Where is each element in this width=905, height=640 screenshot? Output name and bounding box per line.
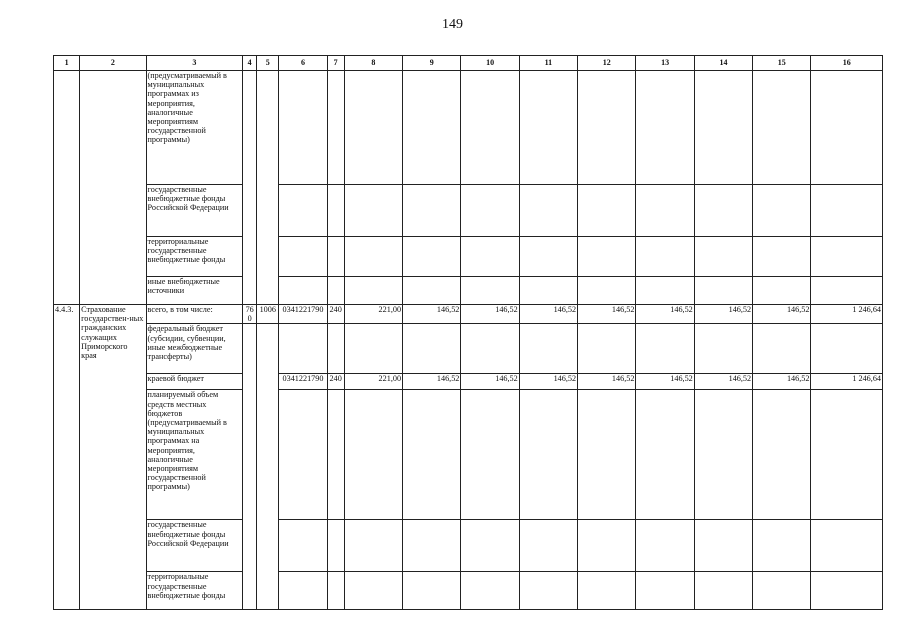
cell-empty [694, 390, 752, 520]
cell-empty [344, 185, 402, 237]
budget-table [53, 55, 883, 610]
cell-empty [461, 572, 519, 610]
cell-empty [578, 185, 636, 237]
cell-empty [519, 71, 577, 185]
cell-empty [344, 324, 402, 374]
cell-empty [636, 324, 694, 374]
cell-empty [636, 71, 694, 185]
row-label: (предусматриваемый в муниципальных программах из мероприятия, аналогичные мероприятиям государственной программы) [146, 71, 243, 185]
cell-empty [811, 277, 883, 305]
cell-empty [811, 237, 883, 277]
cell-empty [519, 277, 577, 305]
cell-empty [279, 185, 327, 237]
cell-empty [578, 71, 636, 185]
cell-value: 221,00 [344, 374, 402, 390]
row-label: федеральный бюджет (субсидии, субвенции, иные межбюджетные трансферты) [146, 324, 243, 374]
row-label: краевой бюджет [146, 374, 243, 390]
cell-empty [403, 71, 461, 185]
cell-empty [461, 390, 519, 520]
cell-empty [753, 185, 811, 237]
item-number: 4.4.3. [54, 305, 80, 610]
col-header: 15 [753, 56, 811, 71]
cell-empty [811, 324, 883, 374]
cell-empty [578, 520, 636, 572]
row-label: государственные внебюджетные фонды Российской Федерации [146, 185, 243, 237]
cell-empty [694, 185, 752, 237]
cell-empty [403, 520, 461, 572]
cell-empty [403, 572, 461, 610]
table-row [54, 185, 883, 237]
cell-empty [257, 71, 279, 305]
cell-empty [279, 324, 327, 374]
cell-value: 146,52 [403, 374, 461, 390]
cell-value: 146,52 [636, 374, 694, 390]
cell-empty [753, 390, 811, 520]
cell-empty [636, 390, 694, 520]
col-header: 4 [243, 56, 257, 71]
col-header: 3 [146, 56, 243, 71]
col-header: 2 [80, 56, 146, 71]
cell-empty [461, 277, 519, 305]
cell-empty [811, 390, 883, 520]
table-row [54, 374, 883, 390]
cell-empty [344, 390, 402, 520]
cell-empty [327, 390, 344, 520]
cell-empty [694, 324, 752, 374]
cell-empty [636, 520, 694, 572]
cell-empty [753, 324, 811, 374]
cell-empty [519, 390, 577, 520]
cell-empty [243, 71, 257, 305]
col-header: 14 [694, 56, 752, 71]
cell-empty [636, 277, 694, 305]
cell-value: 146,52 [694, 305, 752, 324]
cell-empty [636, 185, 694, 237]
col-header: 8 [344, 56, 402, 71]
cell-empty [461, 520, 519, 572]
table-row [54, 390, 883, 520]
cell-empty [403, 277, 461, 305]
cell-code: 1006 [257, 305, 279, 324]
cell-empty [578, 572, 636, 610]
col-header: 11 [519, 56, 577, 71]
cell-empty [694, 572, 752, 610]
cell-value: 146,52 [578, 305, 636, 324]
cell-empty [694, 237, 752, 277]
cell-empty [279, 71, 327, 185]
cell-empty [257, 324, 279, 610]
cell-value: 146,52 [461, 374, 519, 390]
cell-empty [519, 185, 577, 237]
cell-empty [279, 390, 327, 520]
cell-empty [344, 572, 402, 610]
cell-empty [519, 572, 577, 610]
col-header: 6 [279, 56, 327, 71]
cell-empty [578, 390, 636, 520]
cell-empty [461, 324, 519, 374]
cell-code: 0341221790 [279, 305, 327, 324]
col-header: 12 [578, 56, 636, 71]
cell-value: 146,52 [753, 305, 811, 324]
col-header: 16 [811, 56, 883, 71]
cell-value: 146,52 [753, 374, 811, 390]
cell-empty [344, 71, 402, 185]
cell-empty [279, 237, 327, 277]
cell-value: 146,52 [519, 374, 577, 390]
cell-empty [80, 71, 146, 305]
col-header: 10 [461, 56, 519, 71]
cell-empty [327, 185, 344, 237]
col-header: 13 [636, 56, 694, 71]
cell-empty [327, 520, 344, 572]
table-row [54, 520, 883, 572]
table-row [54, 277, 883, 305]
row-label: иные внебюджетные источники [146, 277, 243, 305]
cell-empty [243, 324, 257, 610]
cell-value: 146,52 [461, 305, 519, 324]
cell-value: 1 246,64 [811, 374, 883, 390]
cell-empty [694, 277, 752, 305]
col-header: 7 [327, 56, 344, 71]
cell-empty [753, 237, 811, 277]
cell-empty [403, 237, 461, 277]
cell-empty [811, 520, 883, 572]
cell-empty [403, 390, 461, 520]
row-label: территориальные государственные внебюджетные фонды [146, 572, 243, 610]
cell-value: 146,52 [578, 374, 636, 390]
row-label: территориальные государственные внебюджетные фонды [146, 237, 243, 277]
row-label: всего, в том числе: [146, 305, 243, 324]
cell-empty [279, 277, 327, 305]
cell-code: 760 [243, 305, 257, 324]
cell-empty [344, 277, 402, 305]
cell-empty [403, 324, 461, 374]
cell-value: 146,52 [519, 305, 577, 324]
cell-empty [519, 237, 577, 277]
row-label: государственные внебюджетные фонды Российской Федерации [146, 520, 243, 572]
cell-empty [578, 237, 636, 277]
cell-code: 0341221790 [279, 374, 327, 390]
cell-empty [753, 71, 811, 185]
cell-empty [54, 71, 80, 305]
cell-empty [753, 277, 811, 305]
cell-value: 146,52 [636, 305, 694, 324]
col-header: 5 [257, 56, 279, 71]
cell-empty [327, 237, 344, 277]
page-number: 149 [442, 17, 463, 32]
header-row [54, 56, 883, 71]
item-name: Страхование государствен-ных гражданских служащих Приморского края [80, 305, 146, 610]
col-header: 1 [54, 56, 80, 71]
cell-empty [753, 572, 811, 610]
cell-code: 240 [327, 305, 344, 324]
table-row [54, 71, 883, 185]
row-label: планируемый объем средств местных бюджетов (предусматриваемый в муниципальных программах на мероприятия, аналогичные мероприятиям государственной программы) [146, 390, 243, 520]
col-header: 9 [403, 56, 461, 71]
cell-code: 240 [327, 374, 344, 390]
cell-empty [811, 71, 883, 185]
cell-empty [327, 324, 344, 374]
cell-empty [327, 71, 344, 185]
cell-empty [636, 237, 694, 277]
cell-empty [403, 185, 461, 237]
cell-empty [461, 185, 519, 237]
cell-empty [694, 520, 752, 572]
cell-value: 1 246,64 [811, 305, 883, 324]
cell-empty [694, 71, 752, 185]
table-row [54, 237, 883, 277]
cell-value: 146,52 [403, 305, 461, 324]
cell-empty [344, 237, 402, 277]
cell-empty [519, 324, 577, 374]
cell-value: 146,52 [694, 374, 752, 390]
table-row [54, 572, 883, 610]
cell-empty [578, 324, 636, 374]
table-row [54, 305, 883, 324]
cell-empty [461, 71, 519, 185]
cell-empty [753, 520, 811, 572]
cell-empty [811, 572, 883, 610]
cell-empty [519, 520, 577, 572]
cell-empty [811, 185, 883, 237]
cell-empty [327, 572, 344, 610]
table-row [54, 324, 883, 374]
cell-empty [279, 520, 327, 572]
cell-value: 221,00 [344, 305, 402, 324]
cell-empty [279, 572, 327, 610]
cell-empty [327, 277, 344, 305]
cell-empty [578, 277, 636, 305]
cell-empty [636, 572, 694, 610]
cell-empty [461, 237, 519, 277]
cell-empty [344, 520, 402, 572]
